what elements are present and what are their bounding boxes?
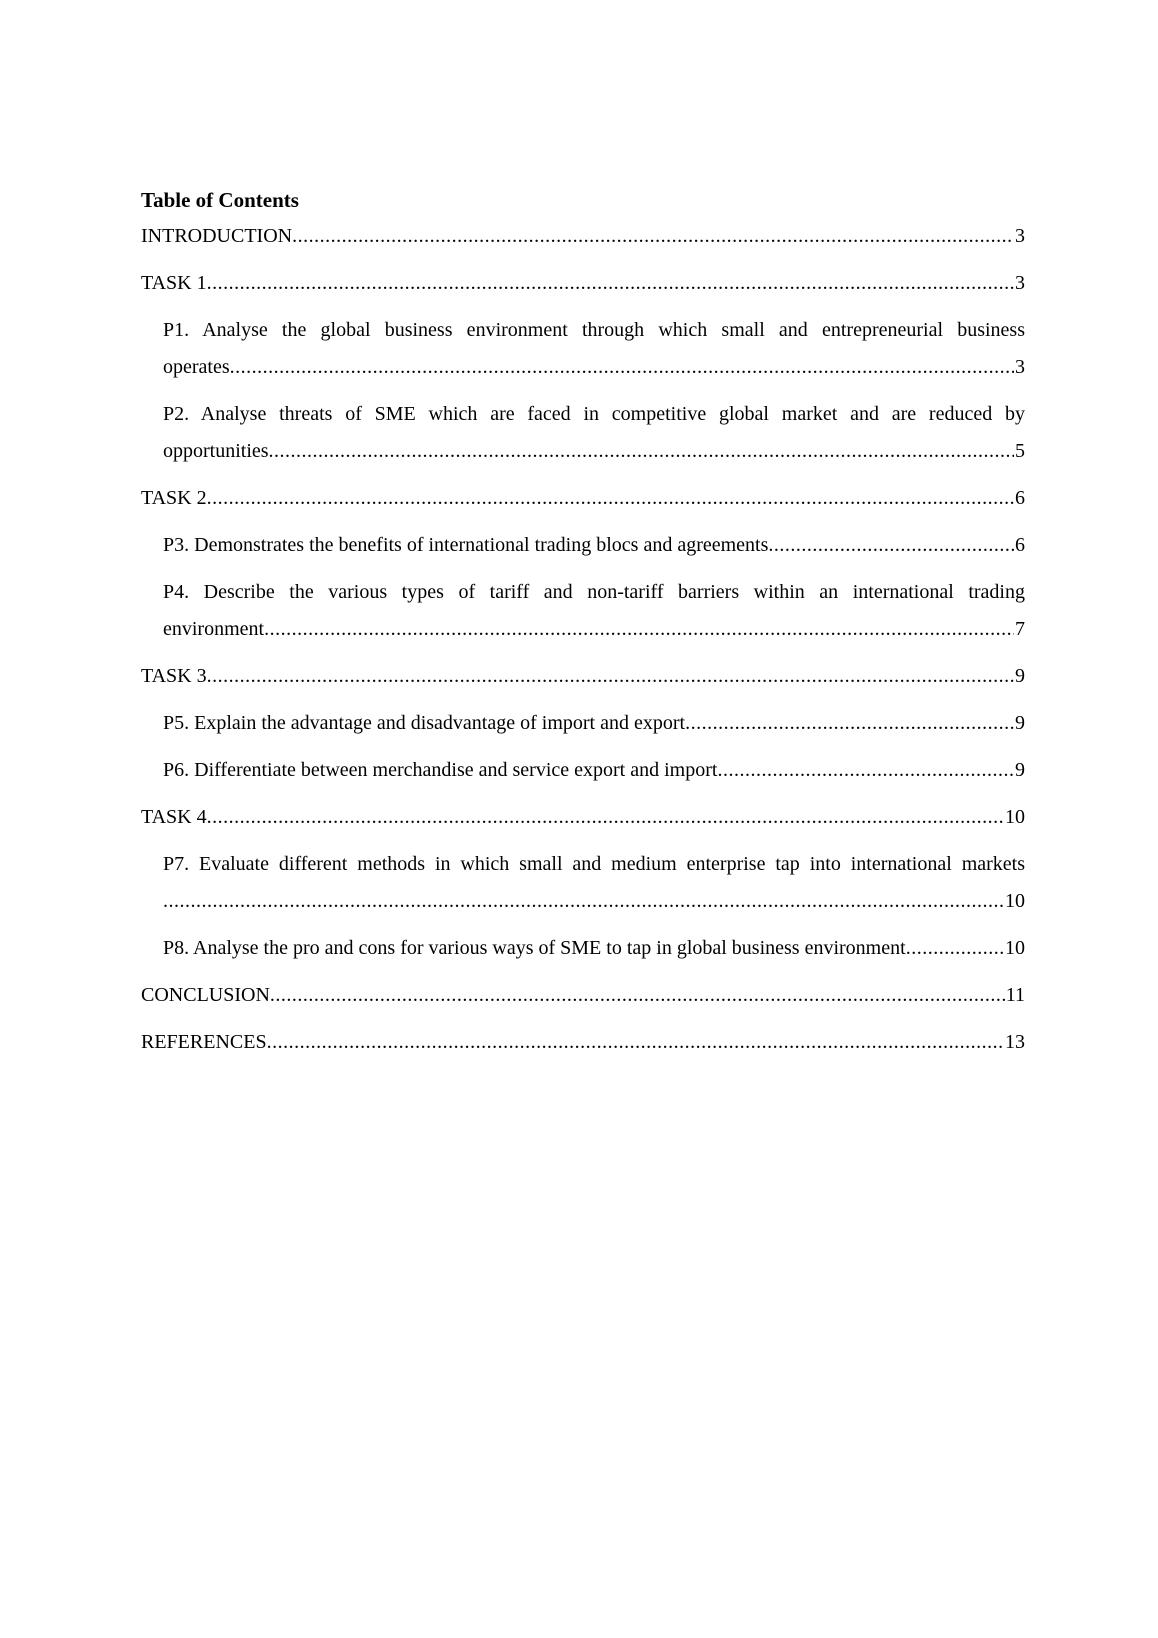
dot-leader	[207, 658, 1014, 695]
table-of-contents	[141, 185, 1025, 1071]
toc-entry-label: P3. Demonstrates the benefits of international trading blocs and agreements	[163, 534, 769, 556]
dot-leader	[207, 799, 1004, 836]
toc-entry-label: INTRODUCTION	[141, 225, 293, 247]
dot-leader	[264, 611, 1014, 648]
toc-entry-label: CONCLUSION	[141, 984, 270, 1006]
toc-entry-label-line: P7. Evaluate different methods in which small and medium enterprise tap into international markets	[163, 853, 1025, 875]
toc-entry-label: TASK 1	[141, 272, 207, 294]
toc-page-number: 5	[1015, 440, 1025, 462]
dot-leader	[906, 930, 1004, 967]
toc-entry-label: TASK 4	[141, 806, 207, 828]
toc-entry-p3[interactable]	[141, 527, 1025, 564]
toc-entry-p2[interactable]	[141, 396, 1025, 470]
dot-leader	[207, 265, 1014, 302]
toc-entry-label-line: P1. Analyse the global business environment through which small and entrepreneurial business	[163, 319, 1025, 341]
toc-entry-label: P6. Differentiate between merchandise and service export and import	[163, 759, 718, 781]
dot-leader	[292, 218, 1014, 255]
toc-entry-references[interactable]	[141, 1024, 1025, 1061]
toc-page-number: 9	[1015, 712, 1025, 734]
toc-entry-label: operates	[163, 356, 230, 378]
toc-page-number: 9	[1015, 759, 1025, 781]
toc-entry-task-4[interactable]	[141, 799, 1025, 836]
dot-leader	[270, 977, 1005, 1014]
toc-entry-label-line: P2. Analyse threats of SME which are faced in competitive global market and are reduced by	[163, 403, 1025, 425]
dot-leader	[269, 433, 1014, 470]
toc-page-number: 3	[1015, 272, 1025, 294]
toc-title: Table of Contents	[141, 188, 299, 212]
dot-leader	[717, 752, 1014, 789]
toc-entry-introduction[interactable]	[141, 218, 1025, 255]
toc-entry-p8[interactable]	[141, 930, 1025, 967]
toc-entry-label: REFERENCES	[141, 1031, 267, 1053]
toc-entry-p7[interactable]	[141, 846, 1025, 920]
toc-entry-conclusion[interactable]	[141, 977, 1025, 1014]
toc-page-number: 3	[1015, 225, 1025, 247]
toc-entry-p4[interactable]	[141, 574, 1025, 648]
toc-entry-label: P8. Analyse the pro and cons for various ways of SME to tap in global business environment	[163, 937, 906, 959]
toc-page-number: 6	[1015, 487, 1025, 509]
dot-leader	[163, 883, 1004, 920]
dot-leader	[768, 527, 1014, 564]
toc-entry-label: TASK 2	[141, 487, 207, 509]
toc-entry-label: opportunities	[163, 440, 269, 462]
dot-leader	[230, 349, 1014, 386]
toc-entry-p6[interactable]	[141, 752, 1025, 789]
toc-page-number: 10	[1005, 890, 1025, 912]
toc-entry-label: P5. Explain the advantage and disadvantage of import and export	[163, 712, 686, 734]
toc-entry-p1[interactable]	[141, 312, 1025, 386]
dot-leader	[267, 1024, 1004, 1061]
toc-entry-label: environment	[163, 618, 265, 640]
toc-entry-task-1[interactable]	[141, 265, 1025, 302]
toc-page-number: 9	[1015, 665, 1025, 687]
toc-entry-p5[interactable]	[141, 705, 1025, 742]
toc-page-number: 3	[1015, 356, 1025, 378]
toc-entry-label: TASK 3	[141, 665, 207, 687]
toc-entry-task-3[interactable]	[141, 658, 1025, 695]
toc-page-number: 7	[1015, 618, 1025, 640]
toc-page-number: 13	[1005, 1031, 1025, 1053]
toc-entry-label-line: P4. Describe the various types of tariff and non-tariff barriers within an international trading	[163, 581, 1025, 603]
toc-page-number: 10	[1005, 937, 1025, 959]
toc-page-number: 10	[1005, 806, 1025, 828]
dot-leader	[207, 480, 1014, 517]
toc-entry-task-2[interactable]	[141, 480, 1025, 517]
toc-page-number: 11	[1005, 984, 1025, 1006]
dot-leader	[685, 705, 1014, 742]
toc-page-number: 6	[1015, 534, 1025, 556]
